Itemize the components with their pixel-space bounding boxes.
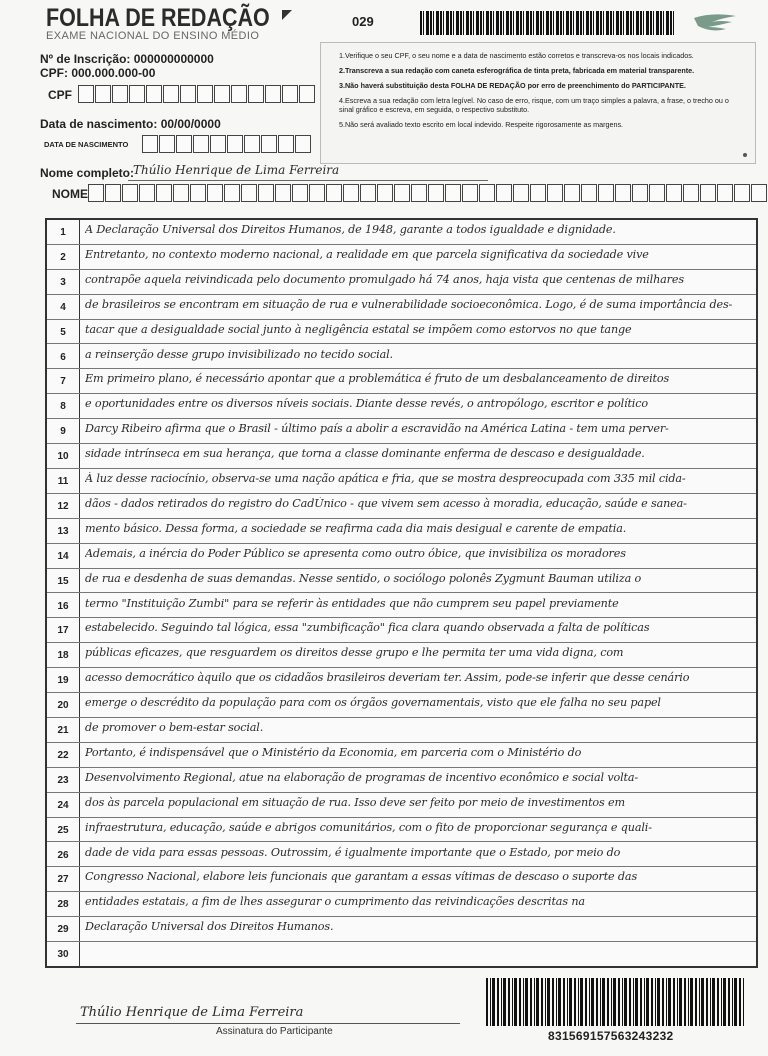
line-number: 25	[57, 824, 69, 836]
essay-line	[47, 569, 756, 594]
essay-line-text: tacar que a desigualdade social junto à negligência estatal se impõem como estorvos no que tange	[85, 322, 632, 336]
line-number: 30	[57, 949, 69, 961]
essay-line	[47, 892, 756, 917]
essay-line-text: termo "Instituição Zumbi" para se referir às entidades que não cumprem seu papel previamente	[85, 596, 619, 610]
signature-handwritten: Thúlio Henrique de Lima Ferreira	[80, 1005, 304, 1020]
line-number: 20	[57, 700, 69, 712]
name-label: NOME	[52, 187, 88, 201]
essay-line-text: contrapõe aquela reivindicada pelo documento promulgado há 74 anos, haja vista que centenas de milhares	[85, 272, 684, 286]
line-number: 29	[57, 924, 69, 936]
essay-line-text: Congresso Nacional, elabore leis funcionais que garantam a essas vítimas de descaso o suporte das	[85, 870, 638, 884]
line-number: 27	[57, 874, 69, 886]
essay-line-text: acesso democrático àquilo que os cidadãos brasileiros deveriam ter. Assim, pode-se inferir que desse cenário	[85, 671, 690, 685]
line-number: 12	[57, 500, 69, 512]
line-number: 23	[57, 774, 69, 786]
essay-line	[47, 245, 756, 270]
line-number: 6	[60, 351, 66, 363]
essay-line-text: Entretanto, no contexto moderno nacional, a realidade em que parcela significativa da sociedade vive	[85, 247, 649, 261]
essay-line-text: a reinserção desse grupo invisibilizado no tecido social.	[85, 347, 393, 361]
line-number: 1	[60, 227, 66, 238]
line-number: 21	[57, 725, 69, 736]
bottom-barcode	[486, 978, 744, 1026]
line-number: 26	[57, 849, 69, 861]
instruction-item: 2.Transcreva a sua redação com caneta esferográfica de tinta preta, fabricada em material transparente.	[339, 66, 695, 75]
line-number: 2	[60, 251, 66, 263]
form-title: FOLHA DE REDAÇÃO	[46, 4, 270, 32]
inscription-number: Nº de Inscrição: 000000000000	[40, 52, 214, 66]
full-name-label: Nome completo:	[40, 166, 135, 180]
essay-line-text: de rua e desdenha de suas demandas. Nesse sentido, o sociólogo polonês Zygmunt Bauman utiliza o	[85, 571, 642, 585]
essay-line-text: Em primeiro plano, é necessário apontar que a problemática é fruto de um desbalanceamento de direitos	[85, 372, 670, 386]
essay-line-text: A Declaração Universal dos Direitos Humanos, de 1948, garante a todos igualdade e dignidade.	[85, 223, 616, 236]
instruction-item: 5.Não será avaliado texto escrito em local indevido. Respeite rigorosamente as margens.	[339, 120, 624, 129]
cpf-input-boxes[interactable]	[78, 85, 316, 103]
essay-line-text: e oportunidades entre os diversos níveis sociais. Diante desse revés, o antropólogo, escritor e político	[85, 397, 648, 411]
birth-date-input-boxes[interactable]	[142, 135, 312, 153]
essay-line	[47, 818, 756, 843]
essay-line-text: À luz desse raciocínio, observa-se uma nação apática e fria, que se mostra despreocupada com 335 mil cida-	[85, 472, 686, 485]
signature-label: Assinatura do Participante	[216, 1026, 333, 1037]
flag-mark-icon	[282, 10, 292, 20]
essay-line	[47, 295, 756, 320]
line-number: 18	[57, 650, 69, 662]
essay-line	[47, 494, 756, 519]
instruction-item: 1.Verifique o seu CPF, o seu nome e a data de nascimento estão corretos e transcreva-os nos locais indicados.	[339, 51, 694, 60]
essay-line	[47, 793, 756, 818]
essay-line	[47, 743, 756, 768]
essay-line	[47, 320, 756, 345]
essay-line	[47, 867, 756, 892]
essay-line	[47, 544, 756, 569]
birth-date-box-label: DATA DE NASCIMENTO	[44, 140, 129, 149]
line-number: 7	[60, 376, 66, 388]
line-number: 14	[57, 550, 69, 562]
essay-line-text: Portanto, é indispensável que o Ministério da Economia, em parceria com o Ministério do	[85, 745, 582, 759]
essay-line-text: dos às parcela populacional em situação de rua. Isso deve ser feito por meio de investimentos em	[85, 795, 625, 809]
line-number: 17	[57, 625, 69, 637]
essay-line-text: Ademais, a inércia do Poder Público se apresenta como outro óbice, que invisibiliza os moradores	[85, 546, 626, 560]
essay-line	[47, 718, 756, 743]
essay-line-text: estabelecido. Seguindo tal lógica, essa "zumbificação" fica clara quando observada a falta de políticas	[85, 621, 650, 635]
essay-line-text: públicas eficazes, que resguardem os direitos desse grupo e lhe permita ter uma vida digna, com	[85, 646, 624, 660]
line-number: 13	[57, 525, 69, 537]
essay-line-text: Declaração Universal dos Direitos Humanos.	[85, 920, 334, 934]
bottom-barcode-number: 831569157563243232	[548, 1029, 674, 1043]
signature-line	[76, 1023, 460, 1024]
essay-line-text: dade de vida para essas pessoas. Outrossim, é igualmente importante que o Estado, por meio do	[85, 845, 621, 859]
instruction-item: 3.Não haverá substituição desta FOLHA DE REDAÇÃO por erro de preenchimento do PARTICIPANTE.	[339, 81, 686, 90]
essay-line	[47, 693, 756, 718]
essay-line	[47, 594, 756, 619]
essay-line	[47, 519, 756, 544]
essay-line-text: dãos - dados retirados do registro do CadÚnico - que vivem sem acesso à moradia, educação, saúde e sanea-	[85, 496, 687, 510]
essay-sheet	[45, 218, 758, 968]
essay-line	[47, 942, 756, 967]
instructions-panel	[320, 42, 756, 164]
line-number: 19	[57, 675, 69, 687]
full-name-handwritten: Thúlio Henrique de Lima Ferreira	[133, 163, 340, 177]
essay-line-text: de promover o bem-estar social.	[85, 721, 264, 734]
instruction-item: 4.Escreva a sua redação com letra legível. No caso de erro, risque, com um traço simples a palavra, a frase, o trecho ou o sinal gráfico e escreva, em seguida, o respectivo substituto.	[339, 96, 729, 114]
essay-line-text: Darcy Ribeiro afirma que o Brasil - último país a abolir a escravidão na América Latina - tem uma perver-	[85, 422, 669, 436]
essay-line	[47, 394, 756, 419]
essay-line-text: de brasileiros se encontram em situação de rua e vulnerabilidade socioeconômica. Logo, é de suma importância des-	[85, 297, 733, 311]
essay-line	[47, 843, 756, 868]
cpf-value: CPF: 000.000.000-00	[40, 66, 156, 80]
form-subtitle: EXAME NACIONAL DO ENSINO MÉDIO	[46, 30, 260, 42]
line-number: 22	[57, 749, 69, 761]
line-number: 3	[60, 276, 66, 288]
essay-line-text: sidade intrínseca em sua herança, que torna a classe dominante enferma de descaso e desigualdade.	[85, 447, 645, 461]
line-number: 4	[60, 301, 66, 313]
essay-line	[47, 668, 756, 693]
essay-line	[47, 469, 756, 494]
essay-line	[47, 345, 756, 370]
essay-line-text: mento básico. Dessa forma, a sociedade se reafirma cada dia mais desigual e carente de empatia.	[85, 521, 627, 535]
birth-date: Data de nascimento: 00/00/0000	[40, 117, 221, 131]
essay-line-text: emerge o descrédito da população para com os órgãos governamentais, visto que ele falha no seu papel	[85, 696, 661, 710]
line-number: 10	[57, 451, 69, 463]
essay-line	[47, 618, 756, 643]
name-input-boxes[interactable]	[88, 184, 768, 202]
essay-line	[47, 220, 756, 245]
line-number: 16	[57, 600, 69, 612]
line-number: 9	[60, 426, 66, 438]
cpf-label: CPF	[48, 88, 72, 102]
full-name-underline	[128, 180, 488, 181]
essay-line-text: entidades estatais, a fim de lhes assegurar o cumprimento das reivindicações descritas na	[85, 895, 585, 909]
corner-dot-icon	[743, 153, 747, 157]
line-number: 11	[57, 476, 69, 487]
essay-line	[47, 444, 756, 469]
wing-logo-icon	[692, 12, 738, 34]
essay-line	[47, 369, 756, 394]
essay-line	[47, 419, 756, 444]
essay-line-text: infraestrutura, educação, saúde e abrigos comunitários, com o fito de proporcionar segurança e quali-	[85, 820, 652, 834]
line-number: 28	[57, 899, 69, 911]
essay-line	[47, 768, 756, 793]
page-number: 029	[352, 14, 374, 29]
line-number: 24	[57, 799, 69, 811]
top-barcode	[420, 11, 675, 35]
essay-line	[47, 270, 756, 295]
line-number: 8	[60, 401, 66, 413]
line-number: 5	[60, 326, 66, 338]
essay-line	[47, 917, 756, 942]
essay-line	[47, 643, 756, 668]
line-number: 15	[57, 575, 69, 587]
essay-line-text: Desenvolvimento Regional, atue na elaboração de programas de incentivo econômico e social volta-	[85, 770, 639, 784]
